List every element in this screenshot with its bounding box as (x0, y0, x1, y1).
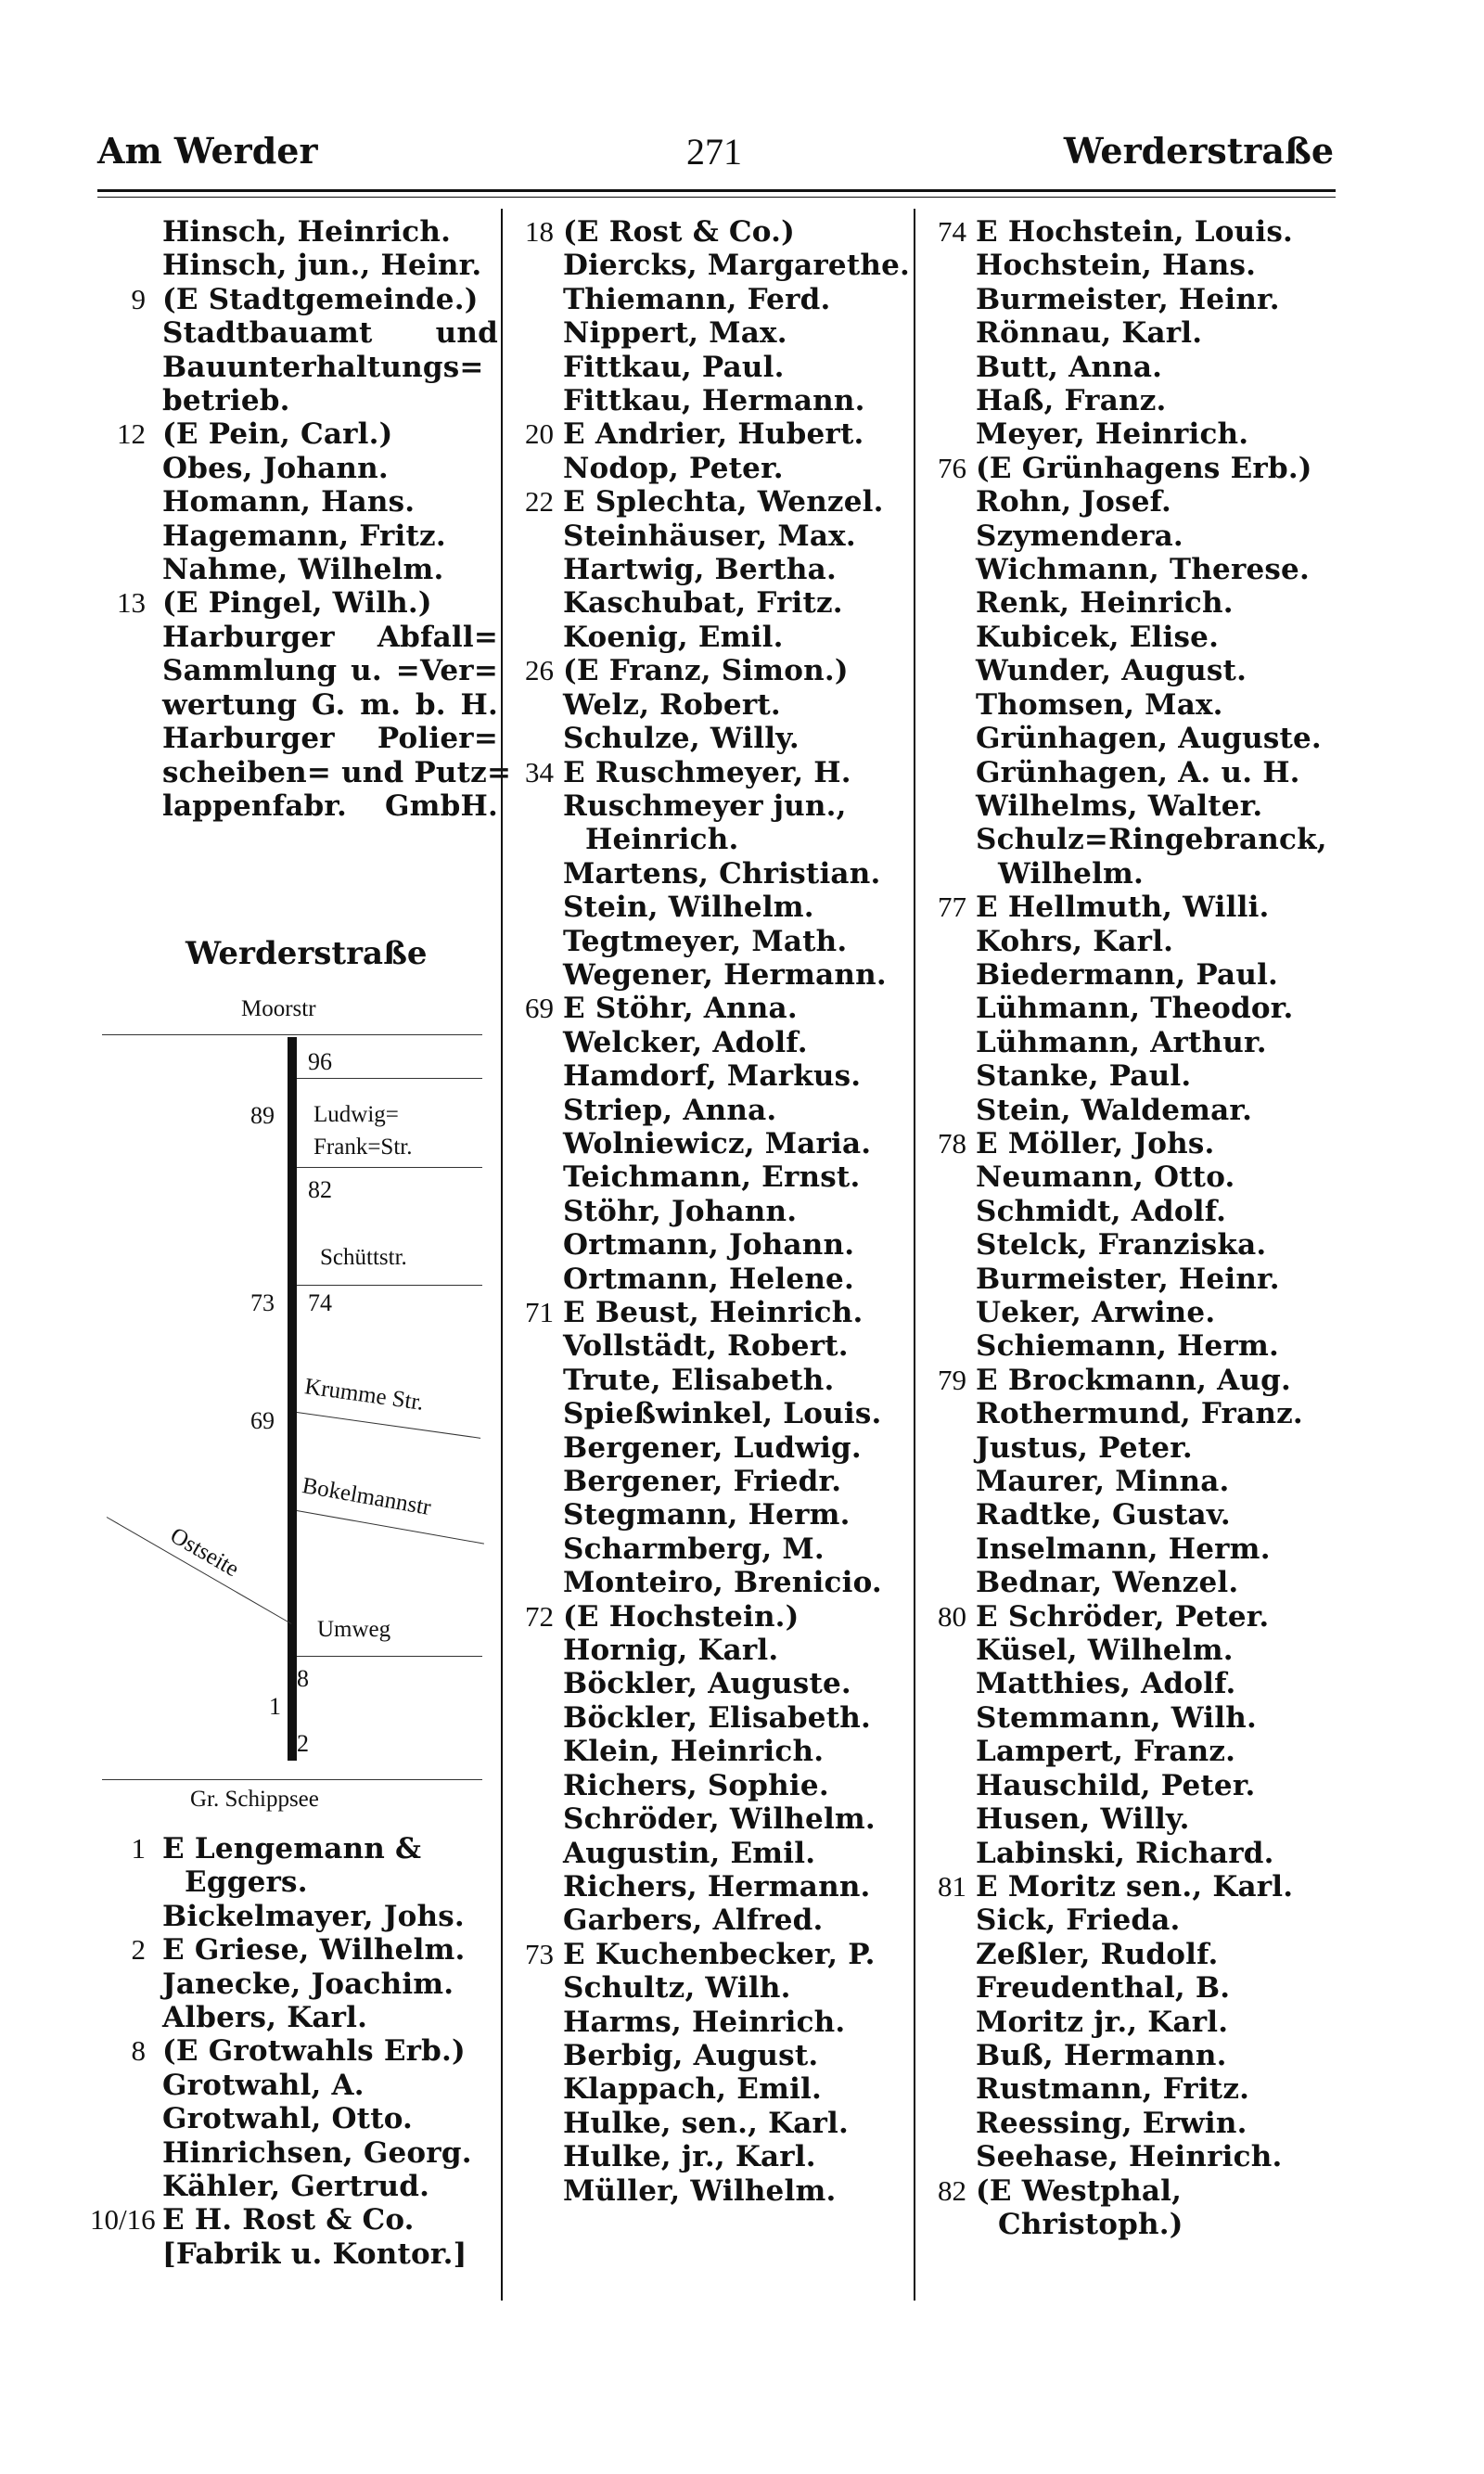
map-line (297, 1285, 482, 1286)
house-number: 34 (525, 755, 554, 788)
resident-line: E H. Rost & Co. (162, 2203, 415, 2237)
house-number: 78 (938, 1126, 966, 1160)
resident-line: Obes, Johann. (162, 451, 389, 485)
resident-line: Schmidt, Adolf. (976, 1194, 1227, 1228)
house-entry (918, 215, 1336, 452)
resident-line: E Stöhr, Anna. (563, 992, 798, 1026)
resident-line: E Lengemann & (162, 1832, 422, 1865)
resident-line: Schultz, Wilh. (563, 1971, 791, 2006)
resident-line: Martens, Christian. (563, 856, 881, 891)
resident-line: E Hochstein, Louis. (976, 215, 1294, 249)
house-number: 1 (131, 1832, 146, 1865)
map-bottom-label: Gr. Schippsee (190, 1787, 319, 1812)
resident-line: Lühmann, Theodor. (976, 992, 1294, 1026)
resident-line: Szymendera. (976, 519, 1183, 553)
resident-line: Wunder, August. (976, 654, 1247, 688)
resident-line: Hinsch, jun., Heinr. (162, 249, 482, 283)
map-label-ludwig: Ludwig= (313, 1102, 399, 1127)
map-house-2: 2 (297, 1730, 309, 1757)
resident-line: Tegtmeyer, Math. (563, 924, 848, 958)
resident-line: Burmeister, Heinr. (976, 282, 1280, 316)
street-title: Werderstraße (186, 935, 428, 972)
map-line (102, 1034, 482, 1035)
map-line (297, 1167, 482, 1168)
resident-line: Labinski, Richard. (976, 1836, 1274, 1870)
resident-line: Welz, Robert. (563, 687, 781, 722)
resident-line: Meyer, Heinrich. (976, 417, 1249, 452)
resident-line: Matthies, Adolf. (976, 1667, 1236, 1701)
resident-line: Hamdorf, Markus. (563, 1059, 862, 1094)
house-entry (505, 756, 914, 993)
resident-line: Renk, Heinrich. (976, 586, 1234, 621)
resident-line: Stadtbauamt und (162, 316, 498, 351)
header-rule (97, 189, 1336, 192)
resident-line: Grünhagen, Auguste. (976, 722, 1322, 756)
map-house-89: 89 (250, 1102, 275, 1129)
resident-line: Bauunterhaltungs= (162, 350, 484, 384)
resident-line: Haß, Franz. (976, 384, 1167, 418)
house-entry (918, 1870, 1336, 2174)
resident-line: Welcker, Adolf. (563, 1025, 808, 1059)
resident-line: Homann, Hans. (162, 485, 416, 519)
resident-line: Heinrich. (585, 823, 739, 857)
house-entry (97, 1832, 498, 1933)
resident-line: Moritz jr., Karl. (976, 2005, 1229, 2039)
house-number: 18 (525, 215, 554, 248)
resident-line: Zeßler, Rudolf. (976, 1937, 1219, 1971)
resident-line: Schiemann, Herm. (976, 1329, 1279, 1364)
resident-line: Thomsen, Max. (976, 687, 1223, 722)
map-house-8: 8 (297, 1665, 309, 1692)
resident-line: Vollstädt, Robert. (563, 1329, 849, 1364)
map-top-label: Moorstr (241, 996, 316, 1021)
house-entry (918, 891, 1336, 1127)
resident-line: Bickelmayer, Johs. (162, 1899, 465, 1933)
resident-line: Hochstein, Hans. (976, 249, 1257, 283)
resident-line: E Ruschmeyer, H. (563, 755, 851, 789)
resident-line: Koenig, Emil. (563, 620, 784, 654)
house-number: 12 (117, 417, 146, 451)
resident-line: Schulze, Willy. (563, 722, 800, 756)
resident-line: (E Grotwahls Erb.) (162, 2034, 466, 2069)
resident-line: Böckler, Auguste. (563, 1667, 851, 1701)
street-diagram (102, 983, 492, 1818)
house-entry (97, 417, 498, 586)
resident-line: Grotwahl, Otto. (162, 2102, 414, 2136)
house-number: 8 (131, 2034, 146, 2068)
resident-line: Christoph.) (998, 2207, 1183, 2241)
resident-line: E Brockmann, Aug. (976, 1363, 1291, 1397)
resident-line: Justus, Peter. (976, 1430, 1193, 1465)
house-entry (505, 1600, 914, 1938)
resident-line: Rohn, Josef. (976, 485, 1172, 519)
resident-line: Stemmann, Wilh. (976, 1700, 1257, 1735)
resident-line: Hulke, jr., Karl. (563, 2140, 816, 2174)
resident-line: Hauschild, Peter. (976, 1768, 1256, 1802)
resident-line: (E Hochstein.) (563, 1599, 800, 1634)
resident-line: Hagemann, Fritz. (162, 519, 446, 553)
resident-line: Böckler, Elisabeth. (563, 1700, 871, 1735)
resident-line: (E Pingel, Wilh.) (162, 586, 432, 621)
resident-line: Klappach, Emil. (563, 2072, 823, 2107)
column-2 (505, 215, 914, 2208)
resident-line: E Griese, Wilhelm. (162, 1933, 466, 1968)
resident-line: Harburger Abfall= (162, 620, 498, 654)
resident-line: Janecke, Joachim. (162, 1967, 454, 2001)
house-number: 81 (938, 1869, 966, 1903)
resident-line: Burmeister, Heinr. (976, 1262, 1280, 1296)
resident-line: Maurer, Minna. (976, 1465, 1230, 1499)
running-head-left: Am Werder (97, 130, 318, 172)
resident-line: E Schröder, Peter. (976, 1599, 1270, 1634)
house-number: 72 (525, 1599, 554, 1633)
resident-line: Fittkau, Paul. (563, 350, 785, 384)
resident-line: Rothermund, Franz. (976, 1397, 1303, 1431)
resident-line: Hartwig, Bertha. (563, 553, 837, 587)
running-head-right: Werderstraße (1063, 130, 1334, 172)
house-entry (505, 417, 914, 485)
map-line (107, 1517, 292, 1624)
map-line (297, 1656, 482, 1657)
resident-line: Inselmann, Herm. (976, 1532, 1271, 1566)
resident-line: Scharmberg, M. (563, 1532, 825, 1566)
resident-line: Harburger Polier= (162, 722, 498, 756)
house-entry (505, 485, 914, 654)
map-label-frank-str: Frank=Str. (313, 1134, 413, 1160)
resident-line: E Splechta, Wenzel. (563, 485, 884, 519)
map-house-1: 1 (269, 1693, 281, 1720)
map-house-82: 82 (308, 1176, 332, 1203)
resident-line: Hulke, sen., Karl. (563, 2106, 850, 2140)
resident-line: (E Grünhagens Erb.) (976, 451, 1312, 485)
resident-line: Kubicek, Elise. (976, 620, 1220, 654)
resident-line: Sammlung u. =Ver= (162, 654, 498, 688)
column-divider-2 (914, 209, 915, 2301)
map-house-96: 96 (308, 1048, 332, 1075)
resident-line: (E Rost & Co.) (563, 215, 795, 249)
resident-line: scheiben= und Putz= (162, 755, 512, 789)
resident-line: Monteiro, Brenicio. (563, 1566, 882, 1600)
house-entry (918, 452, 1336, 891)
resident-line: E Andrier, Hubert. (563, 417, 864, 452)
resident-line: Fittkau, Hermann. (563, 384, 865, 418)
resident-line: Stanke, Paul. (976, 1059, 1192, 1094)
house-number: 74 (938, 215, 966, 248)
house-entry (97, 283, 498, 418)
house-number: 10/16 (90, 2203, 156, 2237)
resident-line: Wichmann, Therese. (976, 553, 1310, 587)
resident-line: Küsel, Wilhelm. (976, 1634, 1234, 1668)
resident-line: Hinsch, Heinrich. (162, 215, 452, 249)
column-1-lower (90, 1832, 498, 2271)
resident-line: (E Stadtgemeinde.) (162, 282, 479, 316)
house-number: 26 (525, 654, 554, 687)
map-label-ostseite: Ostseite (165, 1522, 244, 1583)
header-rule-thin (97, 197, 1336, 198)
resident-line: Diercks, Margarethe. (563, 249, 911, 283)
resident-line: wertung G. m. b. H. (162, 687, 498, 722)
house-number: 82 (938, 2173, 966, 2207)
resident-line: Nippert, Max. (563, 316, 787, 351)
resident-line: Wegener, Hermann. (563, 957, 887, 992)
resident-line: Ueker, Arwine. (976, 1296, 1216, 1329)
page-number: 271 (686, 131, 742, 173)
resident-line: Wolniewicz, Maria. (563, 1126, 872, 1160)
house-entry (97, 2034, 498, 2203)
resident-line: Ruschmeyer jun., (563, 788, 847, 823)
house-entry (97, 586, 512, 823)
resident-line: Bergener, Friedr. (563, 1465, 842, 1499)
resident-line: E Kuchenbecker, P. (563, 1937, 876, 1971)
resident-line: Schröder, Wilhelm. (563, 1802, 876, 1837)
resident-line: Hornig, Karl. (563, 1634, 779, 1668)
resident-line: Ortmann, Johann. (563, 1228, 855, 1263)
house-number: 79 (938, 1363, 966, 1396)
resident-line: Hinrichsen, Georg. (162, 2135, 472, 2170)
house-number: 76 (938, 451, 966, 484)
resident-line: Berbig, August. (563, 2038, 819, 2072)
resident-line: Nodop, Peter. (563, 451, 784, 485)
map-label-bokelmannstr: Bokelmannstr (300, 1473, 433, 1520)
resident-line: Bednar, Wenzel. (976, 1566, 1239, 1600)
resident-line: Stein, Wilhelm. (563, 891, 814, 925)
resident-line: Stöhr, Johann. (563, 1194, 798, 1228)
map-house-69: 69 (250, 1407, 275, 1434)
house-number: 71 (525, 1296, 554, 1328)
resident-line: Harms, Heinrich. (563, 2005, 846, 2039)
house-number: 73 (525, 1937, 554, 1970)
house-number: 69 (525, 992, 554, 1025)
resident-line: Richers, Hermann. (563, 1869, 871, 1904)
resident-line: Lühmann, Arthur. (976, 1025, 1267, 1059)
map-line (297, 1412, 480, 1439)
house-entry (505, 1938, 914, 2208)
resident-line: E Möller, Johs. (976, 1126, 1215, 1160)
resident-line: Neumann, Otto. (976, 1160, 1235, 1195)
resident-line: Stein, Waldemar. (976, 1093, 1253, 1127)
house-entry (918, 1600, 1336, 1870)
house-entry (90, 2203, 498, 2271)
house-entry (918, 1364, 1336, 1600)
resident-line: (E Franz, Simon.) (563, 654, 849, 688)
resident-line: Husen, Willy. (976, 1802, 1190, 1837)
resident-line: Garbers, Alfred. (563, 1904, 824, 1938)
house-entry (97, 1933, 498, 2034)
resident-line: Wilhelms, Walter. (976, 788, 1263, 823)
resident-line: Grotwahl, A. (162, 2068, 365, 2102)
resident-line: Bergener, Ludwig. (563, 1430, 862, 1465)
column-3 (918, 215, 1336, 2241)
resident-line: Müller, Wilhelm. (563, 2173, 837, 2208)
house-number: 2 (131, 1933, 146, 1967)
resident-line: Augustin, Emil. (563, 1836, 816, 1870)
resident-line: Striep, Anna. (563, 1093, 777, 1127)
house-entry (918, 2174, 1336, 2242)
map-street-spine (288, 1037, 297, 1761)
resident-line: Eggers. (185, 1865, 308, 1900)
resident-line: E Hellmuth, Willi. (976, 891, 1270, 925)
resident-line: Schulz=Ringebranck, (976, 823, 1327, 857)
house-number: 80 (938, 1599, 966, 1633)
house-entry (918, 1127, 1336, 1364)
map-house-74: 74 (308, 1289, 332, 1316)
resident-line: Radtke, Gustav. (976, 1498, 1231, 1532)
resident-line: Kohrs, Karl. (976, 924, 1174, 958)
resident-line: Wilhelm. (998, 856, 1145, 891)
resident-line: Seehase, Heinrich. (976, 2140, 1283, 2174)
resident-line: betrieb. (162, 384, 290, 418)
resident-line: Spießwinkel, Louis. (563, 1397, 882, 1431)
resident-line: Albers, Karl. (162, 2001, 368, 2035)
resident-line: Richers, Sophie. (563, 1768, 829, 1802)
resident-line: Klein, Heinrich. (563, 1735, 825, 1769)
resident-line: Freudenthal, B. (976, 1971, 1231, 2006)
resident-line: Butt, Anna. (976, 350, 1163, 384)
map-label-schuettstr: Schüttstr. (320, 1245, 407, 1270)
house-entry (505, 1296, 914, 1600)
house-number: 22 (525, 485, 554, 519)
resident-line: Steinhäuser, Max. (563, 519, 856, 553)
resident-line: (E Westphal, (976, 2173, 1183, 2208)
map-house-73: 73 (250, 1289, 275, 1316)
map-line (102, 1779, 482, 1780)
map-line (297, 1078, 482, 1079)
resident-line: Rustmann, Fritz. (976, 2072, 1250, 2107)
resident-line: E Beust, Heinrich. (563, 1296, 864, 1329)
house-number: 77 (938, 891, 966, 924)
resident-line: (E Pein, Carl.) (162, 417, 393, 452)
house-entry (505, 654, 914, 755)
resident-line: Ortmann, Helene. (563, 1262, 854, 1296)
map-label-krumme-str: Krumme Str. (302, 1374, 426, 1416)
resident-line: Biedermann, Paul. (976, 957, 1279, 992)
resident-line: Teichmann, Ernst. (563, 1160, 861, 1195)
house-entry (97, 215, 498, 283)
resident-line: Sick, Frieda. (976, 1904, 1181, 1938)
map-label-umweg: Umweg (317, 1617, 391, 1642)
resident-line: Rönnau, Karl. (976, 316, 1203, 351)
resident-line: Kaschubat, Fritz. (563, 586, 843, 621)
resident-line: Reessing, Erwin. (976, 2106, 1247, 2140)
house-number: 20 (525, 417, 554, 451)
resident-line: E Moritz sen., Karl. (976, 1869, 1294, 1904)
resident-line: Kähler, Gertrud. (162, 2170, 430, 2204)
resident-line: Lampert, Franz. (976, 1735, 1236, 1769)
resident-line: Buß, Hermann. (976, 2038, 1227, 2072)
resident-line: Stegmann, Herm. (563, 1498, 851, 1532)
house-number: 13 (117, 586, 146, 620)
house-entry (505, 992, 914, 1296)
house-number: 9 (131, 282, 146, 315)
column-1 (97, 215, 512, 823)
resident-line: [Fabrik u. Kontor.] (162, 2237, 467, 2271)
resident-line: Trute, Elisabeth. (563, 1363, 835, 1397)
resident-line: lappenfabr. GmbH. (162, 788, 498, 823)
house-entry (505, 215, 914, 417)
column-divider-1 (501, 209, 503, 2301)
resident-line: Stelck, Franziska. (976, 1228, 1267, 1263)
map-line (297, 1510, 484, 1545)
resident-line: Grünhagen, A. u. H. (976, 755, 1300, 789)
resident-line: Nahme, Wilhelm. (162, 553, 444, 587)
resident-line: Thiemann, Ferd. (563, 282, 831, 316)
